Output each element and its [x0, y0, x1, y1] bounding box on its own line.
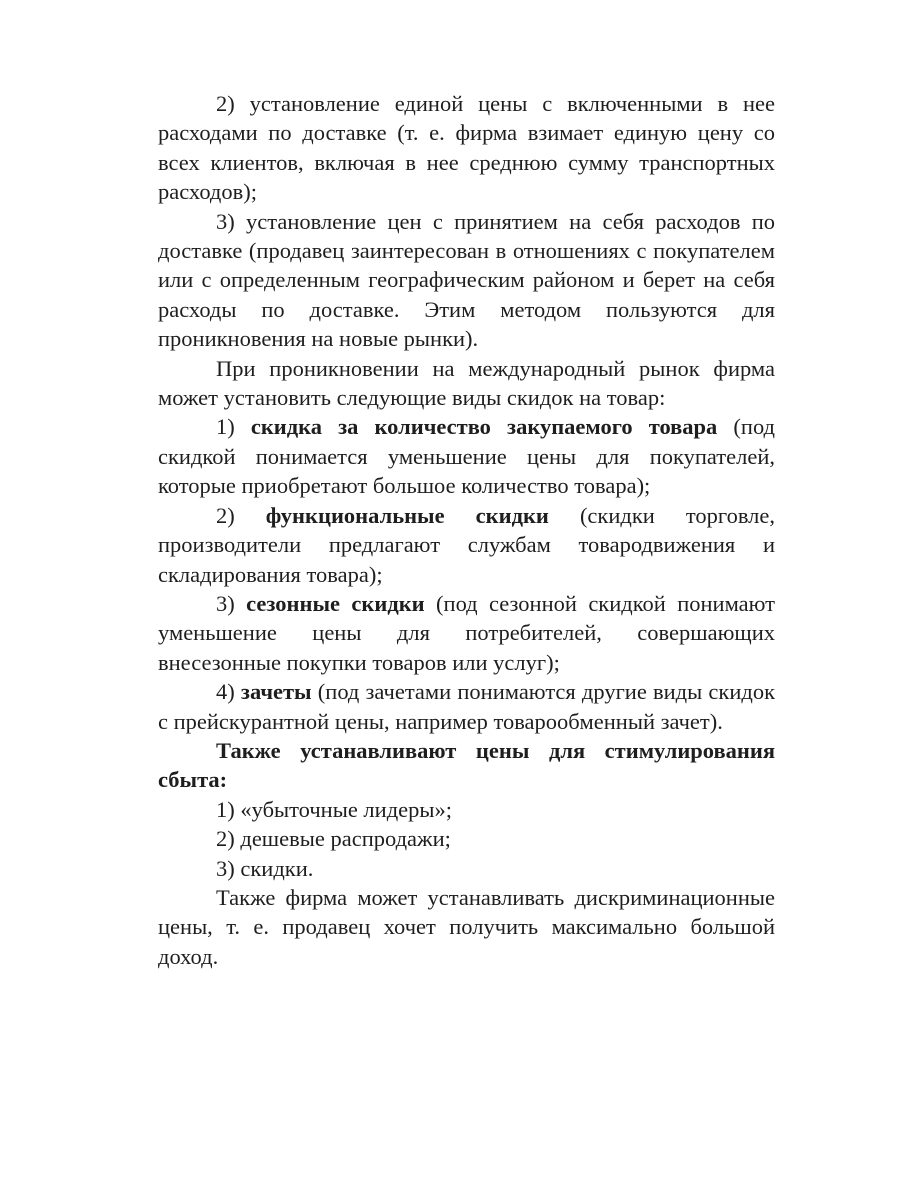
text-run: 2) дешевые распродажи; — [216, 826, 451, 852]
list-item — [158, 854, 775, 883]
bold-term: функциональные скидки — [265, 502, 549, 528]
paragraph — [158, 677, 775, 736]
paragraph — [158, 354, 775, 413]
bold-term: скидка за количество закупаемого товара — [250, 414, 718, 440]
paragraph — [158, 412, 775, 500]
text-run: 4) — [216, 679, 241, 705]
bold-term: сезонные скидки — [246, 590, 425, 616]
text-run: Также фирма может устанавливать дискриминационные цены, т. е. продавец хочет получить максимально большой доход. — [158, 884, 775, 969]
bold-term: зачеты — [240, 679, 312, 705]
paragraph — [158, 589, 775, 677]
bold-heading-text: Также устанавливают цены для стимулирования сбыта: — [158, 737, 775, 793]
text-run: При проникновении на международный рынок фирма может установить следующие виды скидок на товар: — [158, 355, 775, 411]
paragraph — [158, 501, 775, 589]
text-run: 2) — [216, 502, 266, 528]
paragraph — [158, 207, 775, 354]
text-run: 1) — [216, 414, 251, 440]
text-run: (скидки торговле, производители предлагают службам товародвижения и складирования товара); — [158, 502, 775, 587]
list-item — [158, 795, 775, 824]
paragraph — [158, 883, 775, 971]
text-run: 3) — [216, 590, 247, 616]
paragraph — [158, 89, 775, 207]
text-run: (под скидкой понимается уменьшение цены для покупателей, которые приобретают большое количество товара); — [158, 414, 775, 499]
text-run: (под сезонной скидкой понимают уменьшение цены для потребителей, совершающих внесезонные покупки товаров или услуг); — [158, 590, 775, 675]
text-run: 3) установление цен с принятием на себя расходов по доставке (продавец заинтересован в отношениях с покупателем или с определенным географическим районом и берет на себя расходы по доставке. Этим методом пользуются для проникновения на новые рынки). — [158, 208, 775, 352]
text-run: 2) установление единой цены с включенными в нее расходами по доставке (т. е. фирма взимает единую цену со всех клиентов, включая в нее среднюю сумму транспортных расходов); — [158, 91, 775, 205]
list-item — [158, 824, 775, 853]
text-run: (под зачетами понимаются другие виды скидок с прейскурантной цены, например товарообменный зачет). — [158, 679, 775, 734]
document-page — [158, 89, 775, 971]
section-heading — [158, 736, 775, 795]
text-run: 1) «убыточные лидеры»; — [216, 796, 452, 822]
text-run: 3) скидки. — [216, 855, 314, 881]
